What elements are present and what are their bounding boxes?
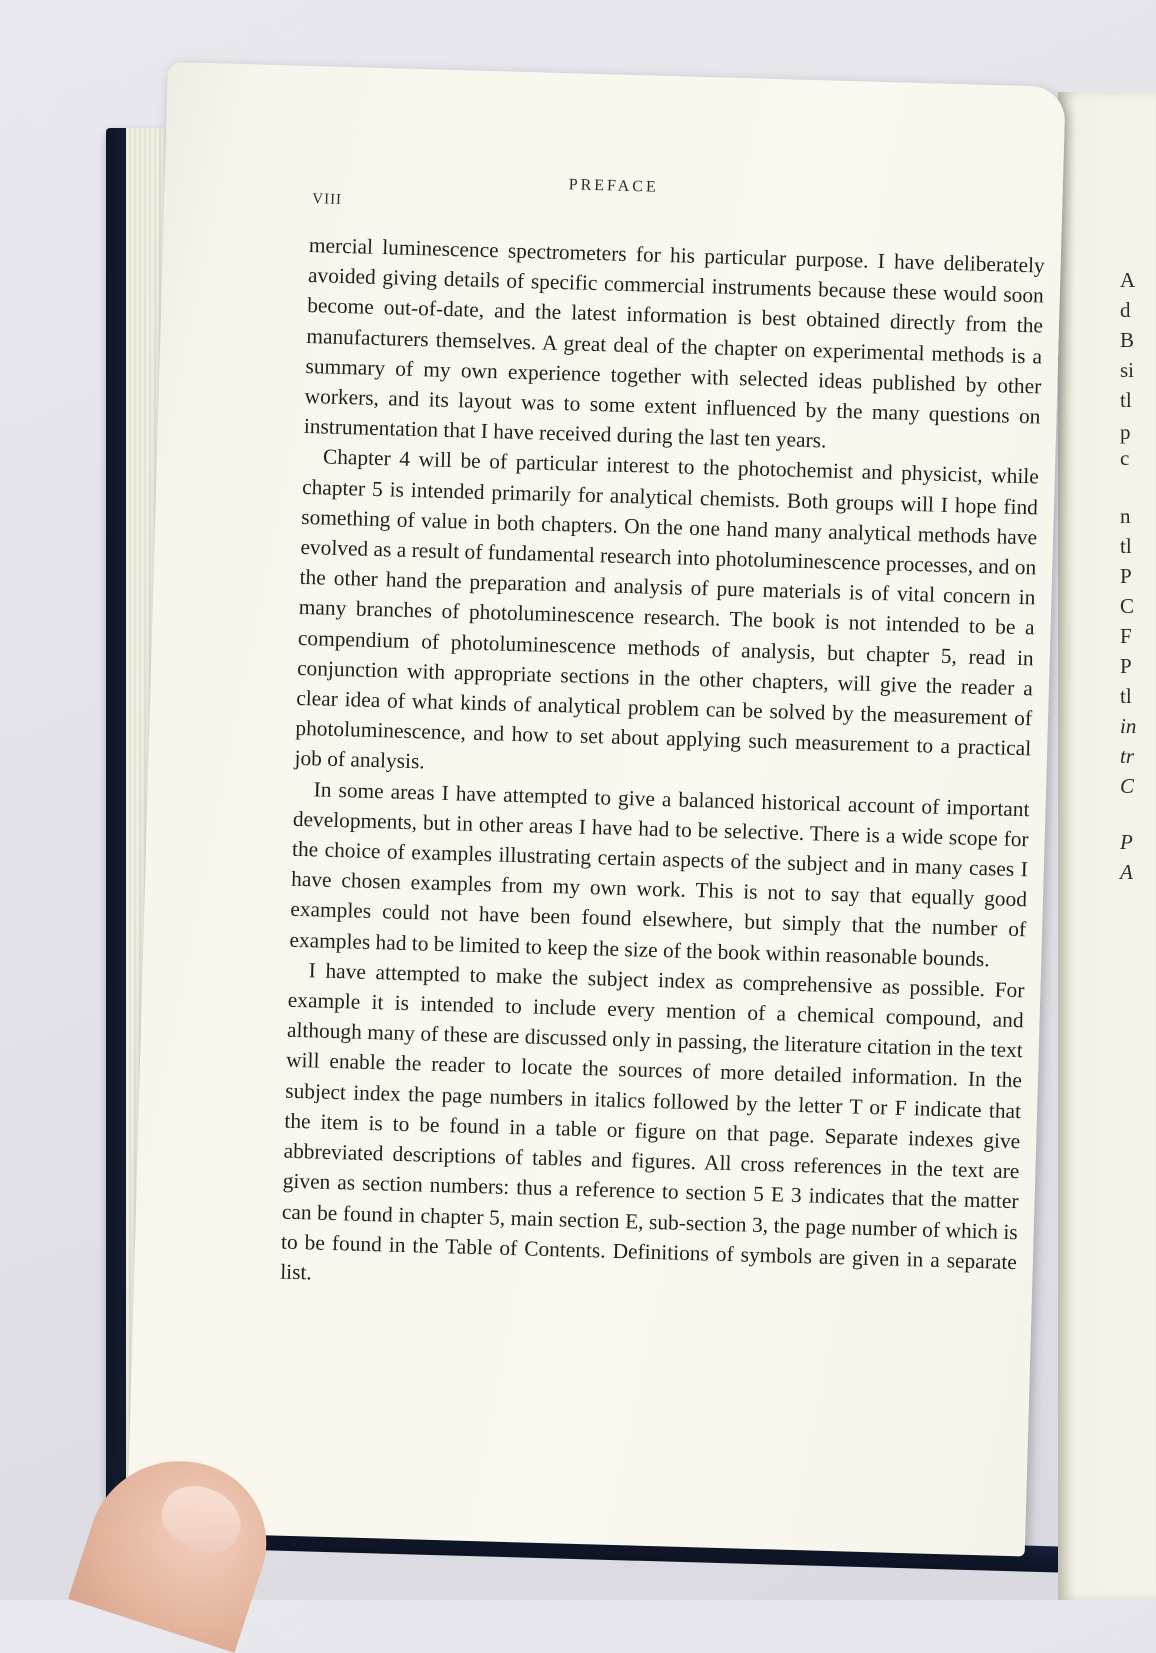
paragraph: I have attempted to make the subject index as comprehensive as possible. For example it is intended to include every mention of a chemical compound, and although many of these are discussed only in passing, the literature citation in the text will enable the reader to locate the sources of more detailed information. In the subject index the page numbers in italics followed by the letter T or F indicate that the item is to be found in a table or figure on that page. Separate indexes give abbreviated descriptions of tables and figures. All cross references in the text are given as section numbers: thus a reference to section 5 E 3 indicates that the matter can be found in chapter 5, main section E, sub-section 3, the page number of which is to be found in the Table of Contents. Definitions of symbols are given in a separate list. xyxy=(279,958,1025,1285)
paragraph: In some areas I have attempted to give a balanced historical account of important developments, but in other areas I have had to be selective. There is a wide scope for the choice of examples illustrating certain aspects of the subject and in many cases I have chosen examples from my own work. This is not to say that equally good examples could not have been found elsewhere, but simply that the number of examples had to be limited to keep the size of the book within reasonable bounds. xyxy=(289,777,1030,971)
facing-page-letter: B xyxy=(1120,328,1135,352)
facing-page-letter: tr xyxy=(1120,744,1135,768)
facing-page-letter: P xyxy=(1120,830,1133,854)
facing-page-letter: C xyxy=(1120,774,1135,798)
facing-page-letter: d xyxy=(1120,298,1131,322)
facing-page-letter: c xyxy=(1120,446,1130,470)
facing-page-letter: A xyxy=(1120,860,1133,884)
page-number: VIII xyxy=(312,191,343,208)
facing-page-letter: P xyxy=(1120,654,1132,678)
paragraph: mercial luminescence spectrometers for his particular purpose. I have deliberately avoided giving details of specific commercial instruments because these would soon become out-of-date, and the latest information is best obtained directly from the manufacturers themselves. A great deal of the chapter on experimental methods is a summary of my own experience together with selected ideas published by other workers, and its layout was to some extent influenced by the many questions on instrumentation that I have received during the last ten years. xyxy=(303,233,1045,453)
facing-page-letter: tl xyxy=(1120,388,1132,412)
facing-page-letter: tl xyxy=(1120,534,1132,558)
facing-page-letter: tl xyxy=(1120,684,1132,708)
facing-page-letter: A xyxy=(1120,268,1136,292)
paragraph: Chapter 4 will be of particular interest to the photochemist and physicist, while chapter 5 is intended primarily for analytical chemists. Both groups will I hope find something of value in both chapters. On the one hand many analytical methods have evolved as a result of fundamental research into photoluminescence processes, and on the other hand the preparation and analysis of pure materials is of vital concern in many branches of photoluminescence research. The book is not intended to be a compendium of photoluminescence methods of analysis, but chapter 5, read in conjunction with appropriate sections in the other chapters, will give the reader a clear idea of what kinds of analytical problem can be solved by the measurement of photoluminescence, and how to set about applying such measurement to a practical job of analysis. xyxy=(294,444,1040,774)
facing-page xyxy=(1058,92,1156,1600)
facing-page-letter: P xyxy=(1120,564,1132,588)
book-page xyxy=(127,62,1066,1557)
body-text xyxy=(280,230,1045,1307)
facing-page-letter: si xyxy=(1120,358,1135,382)
facing-page-letter: C xyxy=(1120,594,1135,618)
facing-page-letter: in xyxy=(1120,714,1137,738)
facing-page-letter: p xyxy=(1120,420,1131,444)
facing-page-letter: F xyxy=(1120,624,1132,648)
running-head: PREFACE xyxy=(568,176,659,196)
facing-page-letter: n xyxy=(1120,504,1131,528)
